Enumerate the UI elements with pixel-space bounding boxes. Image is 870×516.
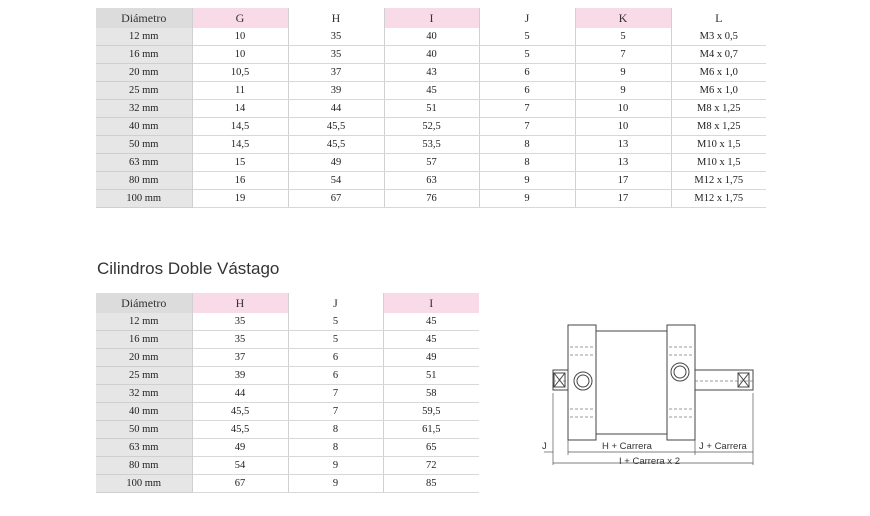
diameter-cell: 32 mm — [96, 385, 192, 403]
value-cell: 61,5 — [383, 421, 479, 439]
double-rod-table — [96, 293, 479, 493]
value-cell: M6 x 1,0 — [671, 64, 766, 82]
table-row — [96, 100, 766, 118]
value-cell: M8 x 1,25 — [671, 118, 766, 136]
value-cell: 67 — [192, 475, 288, 493]
header-diametro: Diámetro — [96, 293, 192, 313]
header-diametro: Diámetro — [96, 8, 192, 28]
value-cell: 5 — [288, 313, 383, 331]
value-cell: 39 — [192, 367, 288, 385]
value-cell: 45 — [383, 331, 479, 349]
table-row — [96, 64, 766, 82]
value-cell: 76 — [384, 190, 479, 208]
dim-j-left: J — [542, 441, 547, 452]
diameter-cell: 63 mm — [96, 439, 192, 457]
value-cell: 49 — [383, 349, 479, 367]
diameter-cell: 100 mm — [96, 475, 192, 493]
table-row — [96, 118, 766, 136]
header-j: J — [479, 8, 575, 28]
value-cell: 54 — [288, 172, 384, 190]
value-cell: 6 — [479, 82, 575, 100]
diameter-cell: 100 mm — [96, 190, 192, 208]
value-cell: 5 — [288, 331, 383, 349]
value-cell: 7 — [575, 46, 671, 64]
value-cell: 6 — [479, 64, 575, 82]
value-cell: 10 — [192, 28, 288, 46]
value-cell: 6 — [288, 367, 383, 385]
table-row — [96, 136, 766, 154]
diameter-cell: 63 mm — [96, 154, 192, 172]
value-cell: 49 — [288, 154, 384, 172]
value-cell: 67 — [288, 190, 384, 208]
diameter-cell: 20 mm — [96, 349, 192, 367]
value-cell: 15 — [192, 154, 288, 172]
value-cell: 9 — [479, 172, 575, 190]
table-row — [96, 154, 766, 172]
value-cell: 35 — [288, 28, 384, 46]
value-cell: 39 — [288, 82, 384, 100]
value-cell: 54 — [192, 457, 288, 475]
dimensions-table — [96, 8, 766, 208]
value-cell: 9 — [575, 64, 671, 82]
diameter-cell: 32 mm — [96, 100, 192, 118]
table-row — [96, 349, 479, 367]
table-header-row — [96, 8, 766, 28]
table-row — [96, 439, 479, 457]
value-cell: 8 — [479, 136, 575, 154]
value-cell: 52,5 — [384, 118, 479, 136]
value-cell: 16 — [192, 172, 288, 190]
value-cell: 11 — [192, 82, 288, 100]
diameter-cell: 25 mm — [96, 82, 192, 100]
table-row — [96, 172, 766, 190]
value-cell: 45,5 — [192, 403, 288, 421]
table-row — [96, 82, 766, 100]
table-row — [96, 313, 479, 331]
dim-i-carrera: I + Carrera x 2 — [619, 456, 680, 467]
value-cell: 44 — [192, 385, 288, 403]
value-cell: M10 x 1,5 — [671, 136, 766, 154]
value-cell: 40 — [384, 28, 479, 46]
diameter-cell: 80 mm — [96, 457, 192, 475]
diameter-cell: 12 mm — [96, 313, 192, 331]
value-cell: 14,5 — [192, 118, 288, 136]
value-cell: 19 — [192, 190, 288, 208]
value-cell: 45,5 — [288, 118, 384, 136]
value-cell: 35 — [192, 313, 288, 331]
value-cell: M8 x 1,25 — [671, 100, 766, 118]
double-rod-cylinder-drawing — [530, 315, 780, 470]
section-title: Cilindros Doble Vástago — [97, 259, 280, 278]
diameter-cell: 40 mm — [96, 403, 192, 421]
diameter-cell: 40 mm — [96, 118, 192, 136]
table-row — [96, 457, 479, 475]
table-body — [96, 313, 479, 493]
value-cell: 13 — [575, 136, 671, 154]
header-g: G — [192, 8, 288, 28]
value-cell: 5 — [479, 28, 575, 46]
table-header-row — [96, 293, 479, 313]
value-cell: 8 — [288, 439, 383, 457]
diameter-cell: 25 mm — [96, 367, 192, 385]
value-cell: 58 — [383, 385, 479, 403]
value-cell: M10 x 1,5 — [671, 154, 766, 172]
header-k: K — [575, 8, 671, 28]
diameter-cell: 16 mm — [96, 331, 192, 349]
value-cell: 14 — [192, 100, 288, 118]
table-row — [96, 475, 479, 493]
value-cell: 65 — [383, 439, 479, 457]
value-cell: 7 — [288, 385, 383, 403]
value-cell: 14,5 — [192, 136, 288, 154]
header-i: I — [384, 8, 479, 28]
table-row — [96, 28, 766, 46]
value-cell: 45,5 — [288, 136, 384, 154]
value-cell: 45 — [383, 313, 479, 331]
header-h: H — [192, 293, 288, 313]
diameter-cell: 16 mm — [96, 46, 192, 64]
value-cell: 10 — [575, 100, 671, 118]
table-row — [96, 331, 479, 349]
table-row — [96, 190, 766, 208]
cylinder-barrel — [596, 331, 667, 434]
value-cell: 7 — [288, 403, 383, 421]
diameter-cell: 80 mm — [96, 172, 192, 190]
value-cell: 9 — [479, 190, 575, 208]
right-end-cap — [667, 325, 695, 440]
value-cell: 13 — [575, 154, 671, 172]
value-cell: 5 — [575, 28, 671, 46]
value-cell: 37 — [288, 64, 384, 82]
value-cell: 37 — [192, 349, 288, 367]
value-cell: 43 — [384, 64, 479, 82]
value-cell: 63 — [384, 172, 479, 190]
value-cell: 59,5 — [383, 403, 479, 421]
value-cell: 17 — [575, 172, 671, 190]
value-cell: 44 — [288, 100, 384, 118]
dim-j-carrera: J + Carrera — [699, 441, 747, 452]
value-cell: 9 — [575, 82, 671, 100]
value-cell: 51 — [383, 367, 479, 385]
table-row — [96, 385, 479, 403]
table-body — [96, 28, 766, 208]
value-cell: M12 x 1,75 — [671, 172, 766, 190]
dim-h-carrera: H + Carrera — [602, 441, 652, 452]
value-cell: 7 — [479, 100, 575, 118]
value-cell: 40 — [384, 46, 479, 64]
value-cell: 49 — [192, 439, 288, 457]
value-cell: 85 — [383, 475, 479, 493]
diameter-cell: 50 mm — [96, 421, 192, 439]
value-cell: 17 — [575, 190, 671, 208]
value-cell: 7 — [479, 118, 575, 136]
table-row — [96, 46, 766, 64]
diameter-cell: 12 mm — [96, 28, 192, 46]
header-i: I — [383, 293, 479, 313]
value-cell: 45 — [384, 82, 479, 100]
value-cell: 51 — [384, 100, 479, 118]
table-row — [96, 421, 479, 439]
value-cell: 8 — [288, 421, 383, 439]
value-cell: 5 — [479, 46, 575, 64]
diameter-cell: 50 mm — [96, 136, 192, 154]
value-cell: 10 — [575, 118, 671, 136]
diameter-cell: 20 mm — [96, 64, 192, 82]
value-cell: 35 — [288, 46, 384, 64]
header-j: J — [288, 293, 383, 313]
header-l: L — [671, 8, 766, 28]
value-cell: 10,5 — [192, 64, 288, 82]
value-cell: 45,5 — [192, 421, 288, 439]
value-cell: 57 — [384, 154, 479, 172]
value-cell: 8 — [479, 154, 575, 172]
value-cell: 53,5 — [384, 136, 479, 154]
value-cell: 72 — [383, 457, 479, 475]
value-cell: 35 — [192, 331, 288, 349]
table-row — [96, 403, 479, 421]
value-cell: M12 x 1,75 — [671, 190, 766, 208]
value-cell: 9 — [288, 457, 383, 475]
value-cell: 6 — [288, 349, 383, 367]
table-row — [96, 367, 479, 385]
value-cell: M4 x 0,7 — [671, 46, 766, 64]
header-h: H — [288, 8, 384, 28]
value-cell: M6 x 1,0 — [671, 82, 766, 100]
value-cell: 10 — [192, 46, 288, 64]
value-cell: 9 — [288, 475, 383, 493]
value-cell: M3 x 0,5 — [671, 28, 766, 46]
